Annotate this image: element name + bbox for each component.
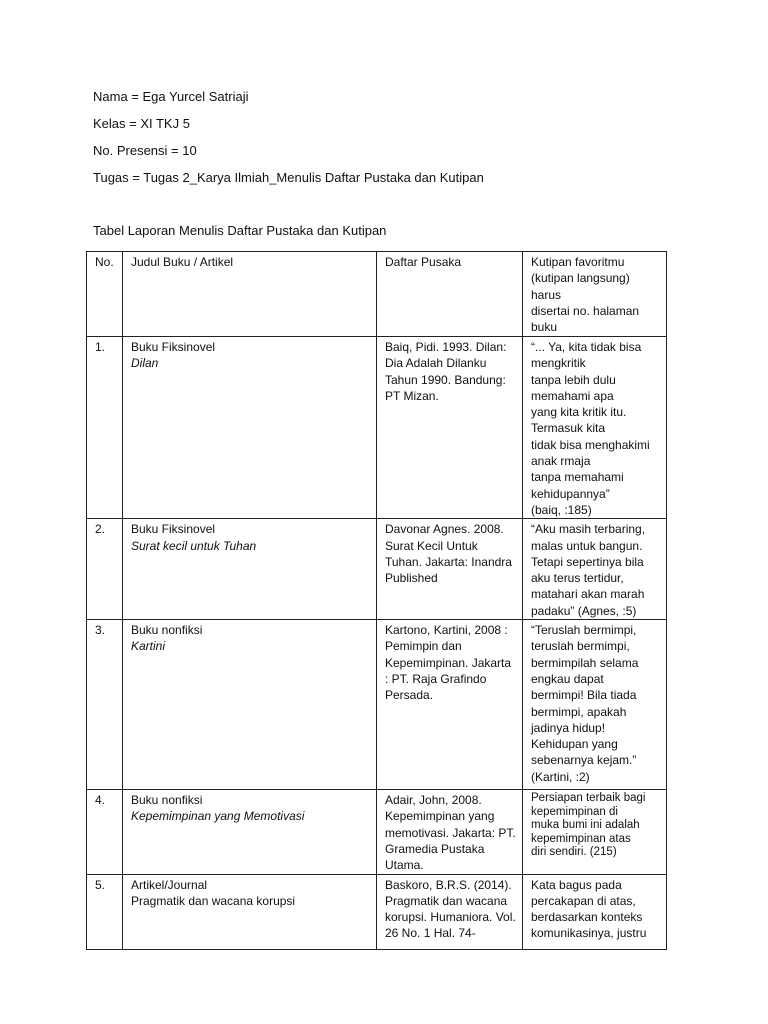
student-name: Nama = Ega Yurcel Satriaji: [93, 89, 249, 104]
kutipan-line: kepemimpinan atas: [531, 832, 631, 845]
table-row: [87, 337, 667, 519]
kutipan-line: komunikasinya, justru: [531, 926, 647, 941]
row-no: 1.: [87, 337, 123, 519]
kutipan-line: sebenarnya kejam.”: [531, 753, 637, 768]
header-no: No.: [87, 252, 123, 337]
header-daftar: Daftar Pusaka: [377, 252, 523, 337]
table-row: [87, 790, 667, 874]
header-kutipan-line: harus: [531, 287, 562, 302]
kutipan-line: engkau dapat: [531, 671, 604, 686]
row-judul: [123, 337, 377, 519]
table-row: [87, 874, 667, 949]
kutipan-line: Persiapan terbaik bagi: [531, 792, 646, 805]
kutipan-line: “... Ya, kita tidak bisa: [531, 340, 642, 354]
row-no: 5.: [87, 874, 123, 949]
row-no: 4.: [87, 790, 123, 874]
row-jenis: Buku nonfiksi: [131, 623, 203, 638]
row-no: 2.: [87, 519, 123, 620]
kutipan-line: (Kartini, :2): [531, 769, 590, 784]
kutipan-line: kepemimpinan di: [531, 805, 618, 818]
kutipan-line: muka bumi ini adalah: [531, 819, 640, 832]
row-title: Kartini: [131, 639, 166, 654]
kutipan-line: anak rmaja: [531, 454, 591, 469]
attendance-number: No. Presensi = 10: [93, 143, 197, 158]
kutipan-line: diri sendiri. (215): [531, 846, 617, 859]
kutipan-line: matahari akan marah: [531, 587, 645, 602]
kutipan-line: jadinya hidup!: [531, 720, 606, 735]
kutipan-line: Kehidupan yang: [531, 737, 618, 752]
header-kutipan-line: (kutipan langsung): [531, 271, 630, 286]
row-judul: [123, 874, 377, 949]
kutipan-line: Tetapi sepertinya bila: [531, 554, 644, 569]
kutipan-line: memahami apa: [531, 388, 614, 403]
row-jenis: Buku Fiksinovel: [131, 522, 216, 537]
kutipan-line: padaku” (Agnes, :5): [531, 603, 637, 618]
kutipan-line: tanpa memahami: [531, 470, 624, 485]
row-title: Dilan: [131, 356, 159, 371]
kutipan-line: yang kita kritik itu.: [531, 405, 627, 420]
table-header-row: [87, 252, 667, 337]
row-title: Surat kecil untuk Tuhan: [131, 538, 257, 553]
row-kutipan: [523, 620, 667, 790]
row-title: Pragmatik dan wacana korupsi: [131, 893, 296, 908]
kutipan-line: Kata bagus pada: [531, 877, 622, 892]
row-kutipan: [523, 790, 667, 874]
student-class: Kelas = XI TKJ 5: [93, 116, 190, 131]
kutipan-line: kehidupannya”: [531, 486, 610, 501]
kutipan-line: berdasarkan konteks: [531, 910, 643, 925]
row-judul: [123, 790, 377, 874]
table-caption: Tabel Laporan Menulis Daftar Pustaka dan Kutipan: [93, 223, 387, 238]
row-jenis: Buku nonfiksi: [131, 793, 203, 808]
row-judul: [123, 519, 377, 620]
kutipan-line: malas untuk bangun.: [531, 538, 643, 553]
row-daftar: Baiq, Pidi. 1993. Dilan: Dia Adalah Dilanku Tahun 1990. Bandung: PT Mizan.: [377, 337, 523, 519]
row-daftar: Davonar Agnes. 2008. Surat Kecil Untuk Tuhan. Jakarta: Inandra Published: [377, 519, 523, 620]
kutipan-line: (baiq, :185): [531, 502, 592, 517]
kutipan-line: aku terus tertidur,: [531, 571, 624, 586]
header-kutipan-line: disertai no. halaman: [531, 303, 640, 318]
header-kutipan-line: buku: [531, 320, 558, 335]
assignment-title: Tugas = Tugas 2_Karya Ilmiah_Menulis Daftar Pustaka dan Kutipan: [93, 170, 484, 185]
kutipan-line: Termasuk kita: [531, 421, 606, 436]
row-judul: [123, 620, 377, 790]
kutipan-line: mengkritik: [531, 356, 586, 371]
kutipan-line: bermimpilah selama: [531, 655, 639, 670]
kutipan-line: “Teruslah bermimpi,: [531, 623, 637, 638]
table-row: [87, 519, 667, 620]
kutipan-line: teruslah bermimpi,: [531, 639, 630, 654]
row-kutipan: [523, 519, 667, 620]
row-title: Kepemimpinan yang Memotivasi: [131, 809, 305, 824]
row-daftar: Adair, John, 2008. Kepemimpinan yang memotivasi. Jakarta: PT. Gramedia Pustaka Utama.: [377, 790, 523, 874]
row-jenis: Artikel/Journal: [131, 877, 208, 892]
header-kutipan-line: Kutipan favoritmu: [531, 255, 625, 269]
kutipan-line: bermimpi, apakah: [531, 704, 627, 719]
row-kutipan: [523, 337, 667, 519]
row-daftar: Kartono, Kartini, 2008 : Pemimpin dan Kepemimpinan. Jakarta : PT. Raja Grafindo Persada.: [377, 620, 523, 790]
table-row: [87, 620, 667, 790]
row-kutipan: [523, 874, 667, 949]
kutipan-line: percakapan di atas,: [531, 893, 636, 908]
kutipan-line: tanpa lebih dulu: [531, 372, 616, 387]
header-kutipan: [523, 252, 667, 337]
header-judul: Judul Buku / Artikel: [123, 252, 377, 337]
kutipan-line: tidak bisa menghakimi: [531, 437, 650, 452]
row-jenis: Buku Fiksinovel: [131, 340, 216, 354]
report-table: [86, 251, 667, 950]
kutipan-line: bermimpi! Bila tiada: [531, 688, 637, 703]
row-no: 3.: [87, 620, 123, 790]
row-daftar: Baskoro, B.R.S. (2014). Pragmatik dan wacana korupsi. Humaniora. Vol. 26 No. 1 Hal. 74-: [377, 874, 523, 949]
kutipan-line: “Aku masih terbaring,: [531, 522, 646, 537]
